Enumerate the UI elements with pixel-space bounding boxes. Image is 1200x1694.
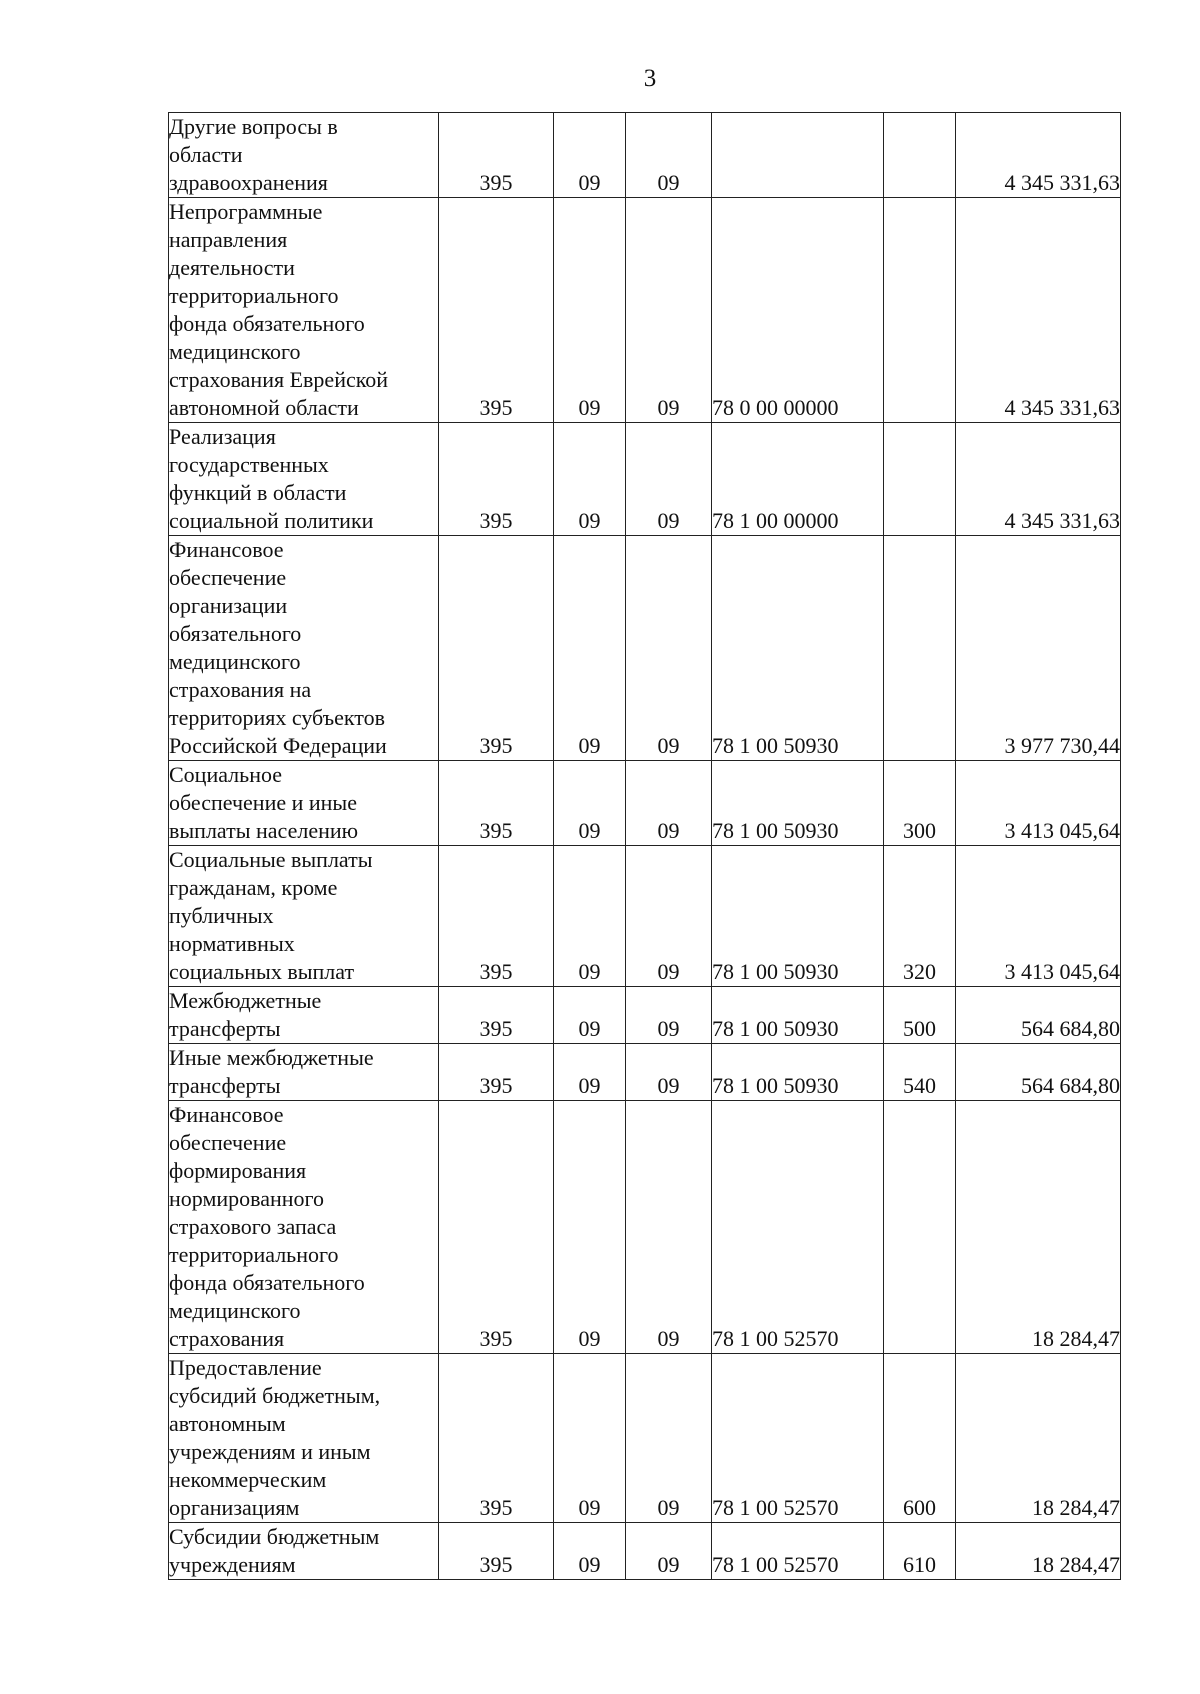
target-article-code: 78 0 00 00000 [712,198,884,423]
expense-type-code [884,1101,956,1354]
table-row [169,1101,1121,1354]
row-name: Финансовое обеспечение формирования нормированного страхового запаса территориального фонда обязательного медицинского страхования [169,1101,439,1354]
target-article-code: 78 1 00 00000 [712,423,884,536]
grbs-code: 395 [439,846,554,987]
section-code: 09 [554,536,626,761]
target-article-code: 78 1 00 50930 [712,761,884,846]
row-name: Социальные выплаты гражданам, кроме публичных нормативных социальных выплат [169,846,439,987]
table-row [169,423,1121,536]
subsection-code: 09 [626,1523,712,1580]
row-name: Непрограммные направления деятельности территориального фонда обязательного медицинского страхования Еврейской автономной области [169,198,439,423]
table-row [169,846,1121,987]
section-code: 09 [554,198,626,423]
row-name: Финансовое обеспечение организации обязательного медицинского страхования на территориях субъектов Российской Федерации [169,536,439,761]
table-row [169,1523,1121,1580]
subsection-code: 09 [626,536,712,761]
subsection-code: 09 [626,846,712,987]
target-article-code: 78 1 00 50930 [712,1044,884,1101]
expense-type-code: 600 [884,1354,956,1523]
section-code: 09 [554,1354,626,1523]
row-name: Социальное обеспечение и иные выплаты населению [169,761,439,846]
table-row [169,198,1121,423]
grbs-code: 395 [439,1523,554,1580]
section-code: 09 [554,1044,626,1101]
subsection-code: 09 [626,761,712,846]
row-name: Реализация государственных функций в области социальной политики [169,423,439,536]
target-article-code: 78 1 00 50930 [712,987,884,1044]
table-row [169,113,1121,198]
table-row [169,536,1121,761]
row-name: Другие вопросы в области здравоохранения [169,113,439,198]
expense-type-code: 540 [884,1044,956,1101]
table-row [169,987,1121,1044]
grbs-code: 395 [439,536,554,761]
row-name: Предоставление субсидий бюджетным, автономным учреждениям и иным некоммерческим организациям [169,1354,439,1523]
subsection-code: 09 [626,198,712,423]
target-article-code: 78 1 00 52570 [712,1354,884,1523]
amount: 564 684,80 [956,987,1121,1044]
table-row [169,761,1121,846]
row-name: Иные межбюджетные трансферты [169,1044,439,1101]
expense-type-code: 610 [884,1523,956,1580]
page-number: 3 [643,65,657,92]
section-code: 09 [554,113,626,198]
expense-type-code [884,536,956,761]
table-row [169,1354,1121,1523]
expense-type-code [884,198,956,423]
grbs-code: 395 [439,761,554,846]
row-name: Межбюджетные трансферты [169,987,439,1044]
amount: 4 345 331,63 [956,198,1121,423]
amount: 4 345 331,63 [956,423,1121,536]
subsection-code: 09 [626,987,712,1044]
grbs-code: 395 [439,1101,554,1354]
section-code: 09 [554,846,626,987]
amount: 564 684,80 [956,1044,1121,1101]
amount: 18 284,47 [956,1101,1121,1354]
grbs-code: 395 [439,1354,554,1523]
target-article-code: 78 1 00 50930 [712,846,884,987]
grbs-code: 395 [439,423,554,536]
subsection-code: 09 [626,1044,712,1101]
amount: 18 284,47 [956,1523,1121,1580]
target-article-code [712,113,884,198]
grbs-code: 395 [439,1044,554,1101]
expense-type-code: 320 [884,846,956,987]
subsection-code: 09 [626,423,712,536]
grbs-code: 395 [439,198,554,423]
subsection-code: 09 [626,1101,712,1354]
target-article-code: 78 1 00 52570 [712,1101,884,1354]
amount: 3 413 045,64 [956,846,1121,987]
table-row [169,1044,1121,1101]
subsection-code: 09 [626,1354,712,1523]
section-code: 09 [554,987,626,1044]
expense-type-code [884,113,956,198]
expense-type-code: 500 [884,987,956,1044]
section-code: 09 [554,1101,626,1354]
grbs-code: 395 [439,987,554,1044]
amount: 3 413 045,64 [956,761,1121,846]
expense-type-code [884,423,956,536]
expense-type-code: 300 [884,761,956,846]
amount: 3 977 730,44 [956,536,1121,761]
amount: 4 345 331,63 [956,113,1121,198]
subsection-code: 09 [626,113,712,198]
target-article-code: 78 1 00 50930 [712,536,884,761]
amount: 18 284,47 [956,1354,1121,1523]
section-code: 09 [554,1523,626,1580]
target-article-code: 78 1 00 52570 [712,1523,884,1580]
budget-table [168,112,1121,1580]
section-code: 09 [554,423,626,536]
row-name: Субсидии бюджетным учреждениям [169,1523,439,1580]
grbs-code: 395 [439,113,554,198]
section-code: 09 [554,761,626,846]
